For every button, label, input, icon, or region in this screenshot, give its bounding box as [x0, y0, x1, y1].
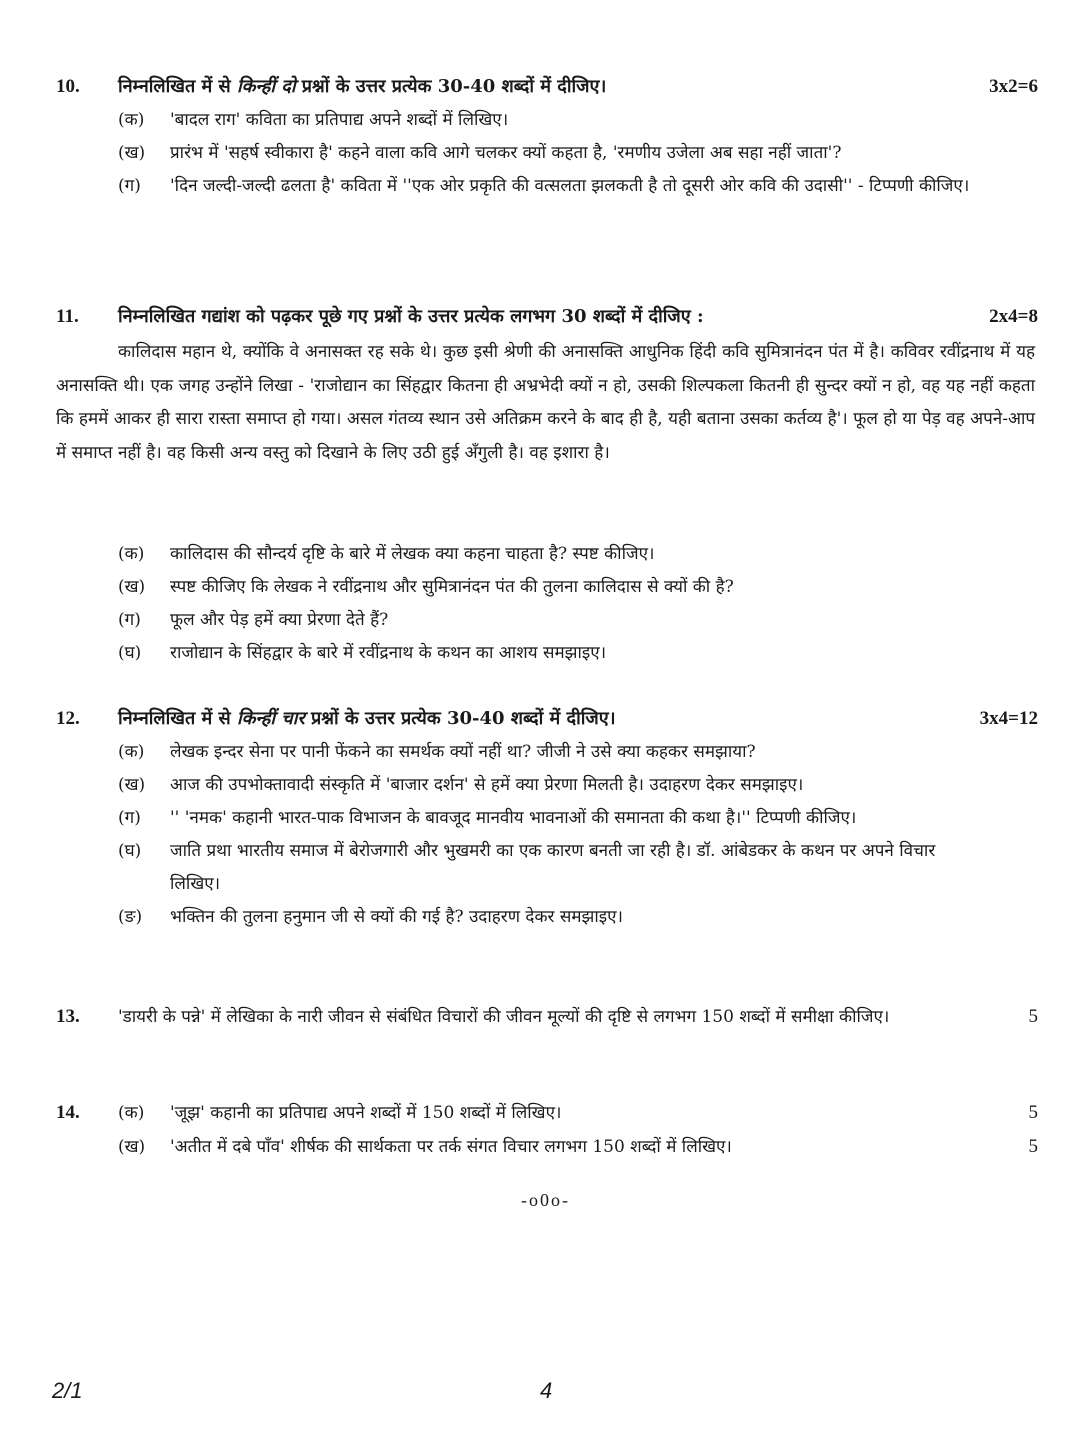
- question-number: 14.: [56, 1102, 80, 1123]
- sub-text: '' 'नमक' कहानी भारत-पाक विभाजन के बावजूद मानवीय भावनाओं की समानता की कथा है।'' टिप्पणी कीजिए।: [170, 808, 857, 828]
- sub-question: [118, 802, 1038, 835]
- instruction-text: निम्नलिखित में से: [118, 76, 237, 97]
- sub-text: 'अतीत में दबे पाँव' शीर्षक की सार्थकता पर तर्क संगत विचार लगभग 150 शब्दों में लिखिए।: [170, 1137, 732, 1157]
- question-number: 12.: [56, 708, 80, 729]
- sub-label: (क): [118, 742, 145, 762]
- sub-text: प्रारंभ में 'सहर्ष स्वीकारा है' कहने वाला कवि आगे चलकर क्यों कहता है, 'रमणीय उजेला अब सहा नहीं जाता'?: [170, 143, 842, 163]
- marks: 2x4=8: [989, 306, 1038, 327]
- question-11-header: [56, 300, 1038, 334]
- sub-label: (ग): [118, 610, 141, 630]
- sub-label: (क): [118, 1103, 145, 1123]
- paper-code: 2/1: [52, 1378, 83, 1403]
- sub-question: [118, 571, 1038, 604]
- marks: 5: [1028, 1136, 1038, 1157]
- sub-question: [118, 104, 1038, 137]
- marks: 3x2=6: [989, 76, 1038, 97]
- end-mark: -o0o-: [521, 1190, 570, 1210]
- sub-text: 'बादल राग' कविता का प्रतिपाद्य अपने शब्दों में लिखिए।: [170, 110, 509, 130]
- sub-question: [118, 637, 1038, 670]
- marks: 5: [1028, 1006, 1038, 1027]
- passage-text: कालिदास महान थे, क्योंकि वे अनासक्त रह सके थे। कुछ इसी श्रेणी की अनासक्ति आधुनिक हिंदी कवि सुमित्रानंदन पंत में है। कविवर रवींद्रनाथ में यह अनासक्ति थी। एक जगह उन्होंने लिखा - 'राजोद्यान का सिंहद्वार कितना ही अभ्रभेदी क्यों न हो, उसकी शिल्पकला कितनी ही सुन्दर क्यों न हो, वह यह नहीं कहता कि हममें आकर ही सारा रास्ता समाप्त हो गया। असल गंतव्य स्थान उसे अतिक्रम करने के बाद ही है, यही बताना उसका कर्तव्य है'। फूल हो या पेड़ वह अपने-आप में समाप्त नहीं है। वह किसी अन्य वस्तु को दिखाने के लिए उठी हुई अँगुली है। वह इशारा है।: [56, 342, 1035, 463]
- sub-text: 'जूझ' कहानी का प्रतिपाद्य अपने शब्दों में 150 शब्दों में लिखिए।: [170, 1103, 562, 1123]
- instruction-text: निम्नलिखित में से: [118, 708, 237, 729]
- question-14-row-b: [56, 1130, 1038, 1164]
- sub-text: कालिदास की सौन्दर्य दृष्टि के बारे में लेखक क्या कहना चाहता है? स्पष्ट कीजिए।: [170, 544, 655, 564]
- sub-label: (ख): [118, 143, 146, 163]
- question-instruction: [118, 702, 948, 736]
- sub-text: जाति प्रथा भारतीय समाज में बेरोजगारी और भुखमरी का एक कारण बनती जा रही है। डॉ. आंबेडकर के कथन पर अपने विचार लिखिए।: [170, 841, 936, 894]
- passage-block: [0, 336, 1091, 470]
- instruction-emphasis: किन्हीं चार: [236, 708, 305, 729]
- sub-text: लेखक इन्दर सेना पर पानी फेंकने का समर्थक क्यों नहीं था? जीजी ने उसे क्या कहकर समझाया?: [170, 742, 756, 762]
- question-text: 'डायरी के पन्ने' में लेखिका के नारी जीवन से संबंधित विचारों की जीवन मूल्यों की दृष्टि से लगभग 150 शब्दों में समीक्षा कीजिए।: [118, 1007, 890, 1027]
- page-number: 4: [540, 1378, 553, 1403]
- sub-label: (ख): [118, 1137, 146, 1157]
- sub-text: राजोद्यान के सिंहद्वार के बारे में रवींद्रनाथ के कथन का आशय समझाइए।: [170, 643, 607, 663]
- question-number: 10.: [56, 76, 80, 97]
- sub-label: (क): [118, 110, 145, 130]
- instruction-text: प्रश्नों के उत्तर प्रत्येक 30-40 शब्दों में दीजिए।: [295, 76, 607, 97]
- sub-question: [118, 769, 1038, 802]
- question-13: [56, 1000, 1038, 1034]
- question-11-subs: [56, 538, 1038, 670]
- sub-question: [118, 835, 1038, 901]
- sub-question: [118, 736, 1038, 769]
- marks: 5: [1028, 1102, 1038, 1123]
- question-14-row-a: [56, 1096, 1038, 1130]
- sub-question: [118, 604, 1038, 637]
- question-14: [56, 1096, 1038, 1164]
- sub-label: (क): [118, 544, 145, 564]
- sub-text: भक्तिन की तुलना हनुमान जी से क्यों की गई है? उदाहरण देकर समझाइए।: [170, 907, 623, 927]
- question-instruction: निम्नलिखित गद्यांश को पढ़कर पूछे गए प्रश्नों के उत्तर प्रत्येक लगभग 30 शब्दों में दीजिए :: [118, 306, 704, 327]
- question-number: 13.: [56, 1006, 80, 1027]
- sub-label: (ख): [118, 577, 146, 597]
- question-10-header: [56, 70, 1038, 104]
- sub-question: [118, 901, 1038, 934]
- question-12: [56, 702, 1038, 934]
- sub-text: फूल और पेड़ हमें क्या प्रेरणा देते हैं?: [170, 610, 389, 630]
- instruction-text: प्रश्नों के उत्तर प्रत्येक 30-40 शब्दों में दीजिए।: [304, 708, 616, 729]
- instruction-emphasis: किन्हीं दो: [236, 76, 296, 97]
- question-instruction: [118, 70, 948, 104]
- question-12-header: [56, 702, 1038, 736]
- sub-label: (ख): [118, 775, 146, 795]
- sub-text: आज की उपभोक्तावादी संस्कृति में 'बाजार दर्शन' से हमें क्या प्रेरणा मिलती है। उदाहरण देकर समझाइए।: [170, 775, 804, 795]
- sub-text: स्पष्ट कीजिए कि लेखक ने रवींद्रनाथ और सुमित्रानंदन पंत की तुलना कालिदास से क्यों की है?: [170, 577, 734, 597]
- sub-label: (ग): [118, 808, 141, 828]
- question-13-row: [56, 1000, 1038, 1034]
- sub-text: 'दिन जल्दी-जल्दी ढलता है' कविता में ''एक ओर प्रकृति की वत्सलता झलकती है तो दूसरी ओर कवि की उदासी'' - टिप्पणी कीजिए।: [170, 176, 970, 196]
- sub-label: (ङ): [118, 907, 143, 927]
- sub-question: [118, 170, 1038, 203]
- sub-label: (घ): [118, 643, 142, 663]
- question-number: 11.: [56, 306, 79, 327]
- sub-label: (घ): [118, 841, 142, 861]
- question-10: [56, 70, 1038, 203]
- marks: 3x4=12: [979, 708, 1038, 729]
- question-11: [56, 300, 1038, 334]
- sub-question: [118, 538, 1038, 571]
- sub-question: [118, 137, 1038, 170]
- sub-label: (ग): [118, 176, 141, 196]
